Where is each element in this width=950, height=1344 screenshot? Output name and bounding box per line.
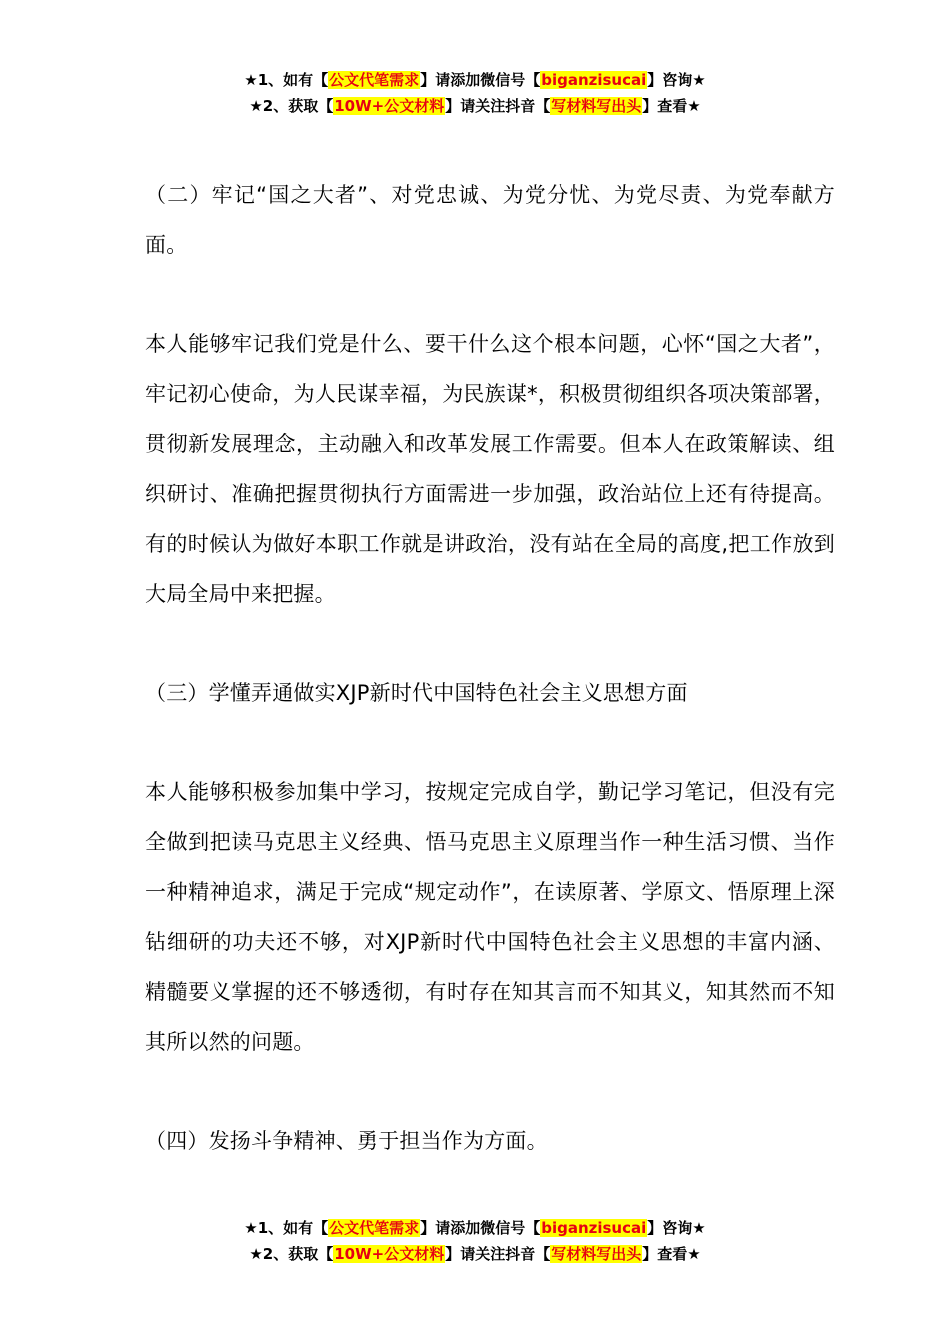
banner-highlight: 写材料写出头 [551, 1245, 642, 1263]
banner-highlight: 公文代笔需求 [329, 71, 420, 89]
banner-highlight: 写材料写出头 [551, 97, 642, 115]
banner-highlight: biganzisucai [541, 1219, 647, 1237]
body-paragraph: 本人能够牢记我们党是什么、要干什么这个根本问题，心怀“国之大者”，牢记初心使命，为人民谋幸福，为民族谋*，积极贯彻组织各项决策部署，贯彻新发展理念，主动融入和改革发展工作需要。但本人在政策解读、组织研讨、准确把握贯彻执行方面需进一步加强，政治站位上还有待提高。有的时候认为做好本职工作就是讲政治，没有站在全局的高度,把工作放到大局全局中来把握。 [145, 332, 835, 606]
banner-text: 】请添加微信号【 [420, 71, 541, 89]
banner-highlight: 10W+公文材料 [334, 1245, 445, 1263]
banner-highlight: 10W+公文材料 [334, 97, 445, 115]
body-paragraph: 本人能够积极参加集中学习，按规定完成自学，勤记学习笔记，但没有完全做到把读马克思主义经典、悟马克思主义原理当作一种生活习惯、当作一种精神追求，满足于完成“规定动作”，在读原著、学原文、悟原理上深钻细研的功夫还不够，对XJP新时代中国特色社会主义思想的丰富内涵、精髓要义掌握的还不够透彻，有时存在知其言而不知其义，知其然而不知其所以然的问题。 [145, 780, 835, 1054]
banner-text: 】咨询★ [647, 71, 706, 89]
banner-highlight: 公文代笔需求 [329, 1219, 420, 1237]
banner-text: 】查看★ [642, 97, 701, 115]
document-body [145, 170, 835, 1166]
banner-line-2 [0, 1241, 950, 1267]
footer-banner [0, 1215, 950, 1267]
banner-text: 】请添加微信号【 [420, 1219, 541, 1237]
banner-text: 】查看★ [642, 1245, 701, 1263]
banner-line-1 [0, 1215, 950, 1241]
banner-text: ★2、获取【 [249, 1245, 334, 1263]
header-banner [0, 67, 950, 119]
banner-text: 】请关注抖音【 [445, 97, 551, 115]
banner-text: ★2、获取【 [249, 97, 334, 115]
banner-text: 】咨询★ [647, 1219, 706, 1237]
section-heading: （三）学懂弄通做实XJP新时代中国特色社会主义思想方面 [145, 681, 688, 705]
banner-text: ★1、如有【 [244, 1219, 329, 1237]
banner-line-1 [0, 67, 950, 93]
banner-text: ★1、如有【 [244, 71, 329, 89]
banner-line-2 [0, 93, 950, 119]
banner-highlight: biganzisucai [541, 71, 647, 89]
banner-text: 】请关注抖音【 [445, 1245, 551, 1263]
section-heading: （四）发扬斗争精神、勇于担当作为方面。 [145, 1129, 548, 1153]
section-heading: （二）牢记“国之大者”、对党忠诚、为党分忧、为党尽责、为党奉献方面。 [145, 183, 835, 257]
